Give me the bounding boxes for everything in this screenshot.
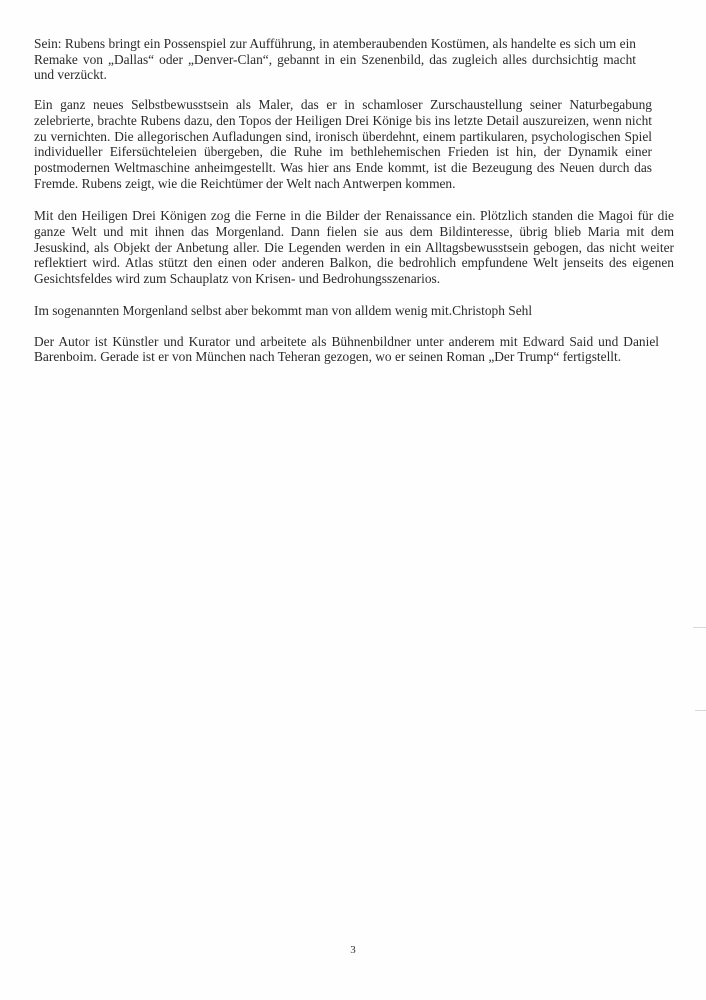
paragraph-intro: Sein: Rubens bringt ein Possenspiel zur Aufführung, in atemberaubenden Kostümen, als handelte es sich um ein Remake von „Dallas“ oder „Denver-Clan“, gebannt in ein Szenenbild, das zugleich alles durchsichtig macht und verzückt. <box>34 36 636 83</box>
scan-artifact-line <box>695 710 706 711</box>
paragraph-author-bio: Der Autor ist Künstler und Kurator und arbeitete als Bühnenbildner unter anderem mit Edward Said und Daniel Barenboim. Gerade ist er von München nach Teheran gezogen, wo er seinen Roman „Der Trump“ fertigstellt. <box>34 333 659 365</box>
paragraph-selbstbewusstsein: Ein ganz neues Selbstbewusstsein als Maler, das er in schamloser Zurschaustellung seiner Naturbegabung zelebrierte, brachte Rubens dazu, den Topos der Heiligen Drei Könige bis ins letzte Detail auszureizen, wenn nicht zu vernichten. Die allegorischen Aufladungen sind, ironisch überdehnt, einem partikularen, psychologischen Spiel individueller Eifersüchteleien übergeben, die Ruhe im bethlehemischen Frieden ist hin, der Dynamik einer postmodernen Weltmaschine anheimgestellt. Was hier ans Ende kommt, ist die Bezeugung des Neuen durch das Fremde. Rubens zeigt, wie die Reichtümer der Welt nach Antwerpen kommen. <box>34 97 652 191</box>
scan-artifact-line <box>693 627 706 628</box>
page-number: 3 <box>350 944 356 956</box>
paragraph-heilige-drei-koenige: Mit den Heiligen Drei Königen zog die Ferne in die Bilder der Renaissance ein. Plötzlich standen die Magoi für die ganze Welt und mit ihnen das Morgenland. Dann fielen sie aus dem Bildinteresse, übrig blieb Maria mit dem Jesuskind, als Objekt der Anbetung aller. Die Legenden werden in ein Alltagsbewusstsein gebogen, das nicht weiter reflektiert wird. Atlas stützt den einen oder anderen Balkon, die bedrohlich empfundene Welt jenseits des eigenen Gesichtsfeldes wird zum Schauplatz von Krisen- und Bedrohungsszenarios. <box>34 208 674 287</box>
paragraph-morgenland: Im sogenannten Morgenland selbst aber bekommt man von alldem wenig mit.Christoph Sehl <box>34 302 533 318</box>
document-body <box>34 36 672 379</box>
